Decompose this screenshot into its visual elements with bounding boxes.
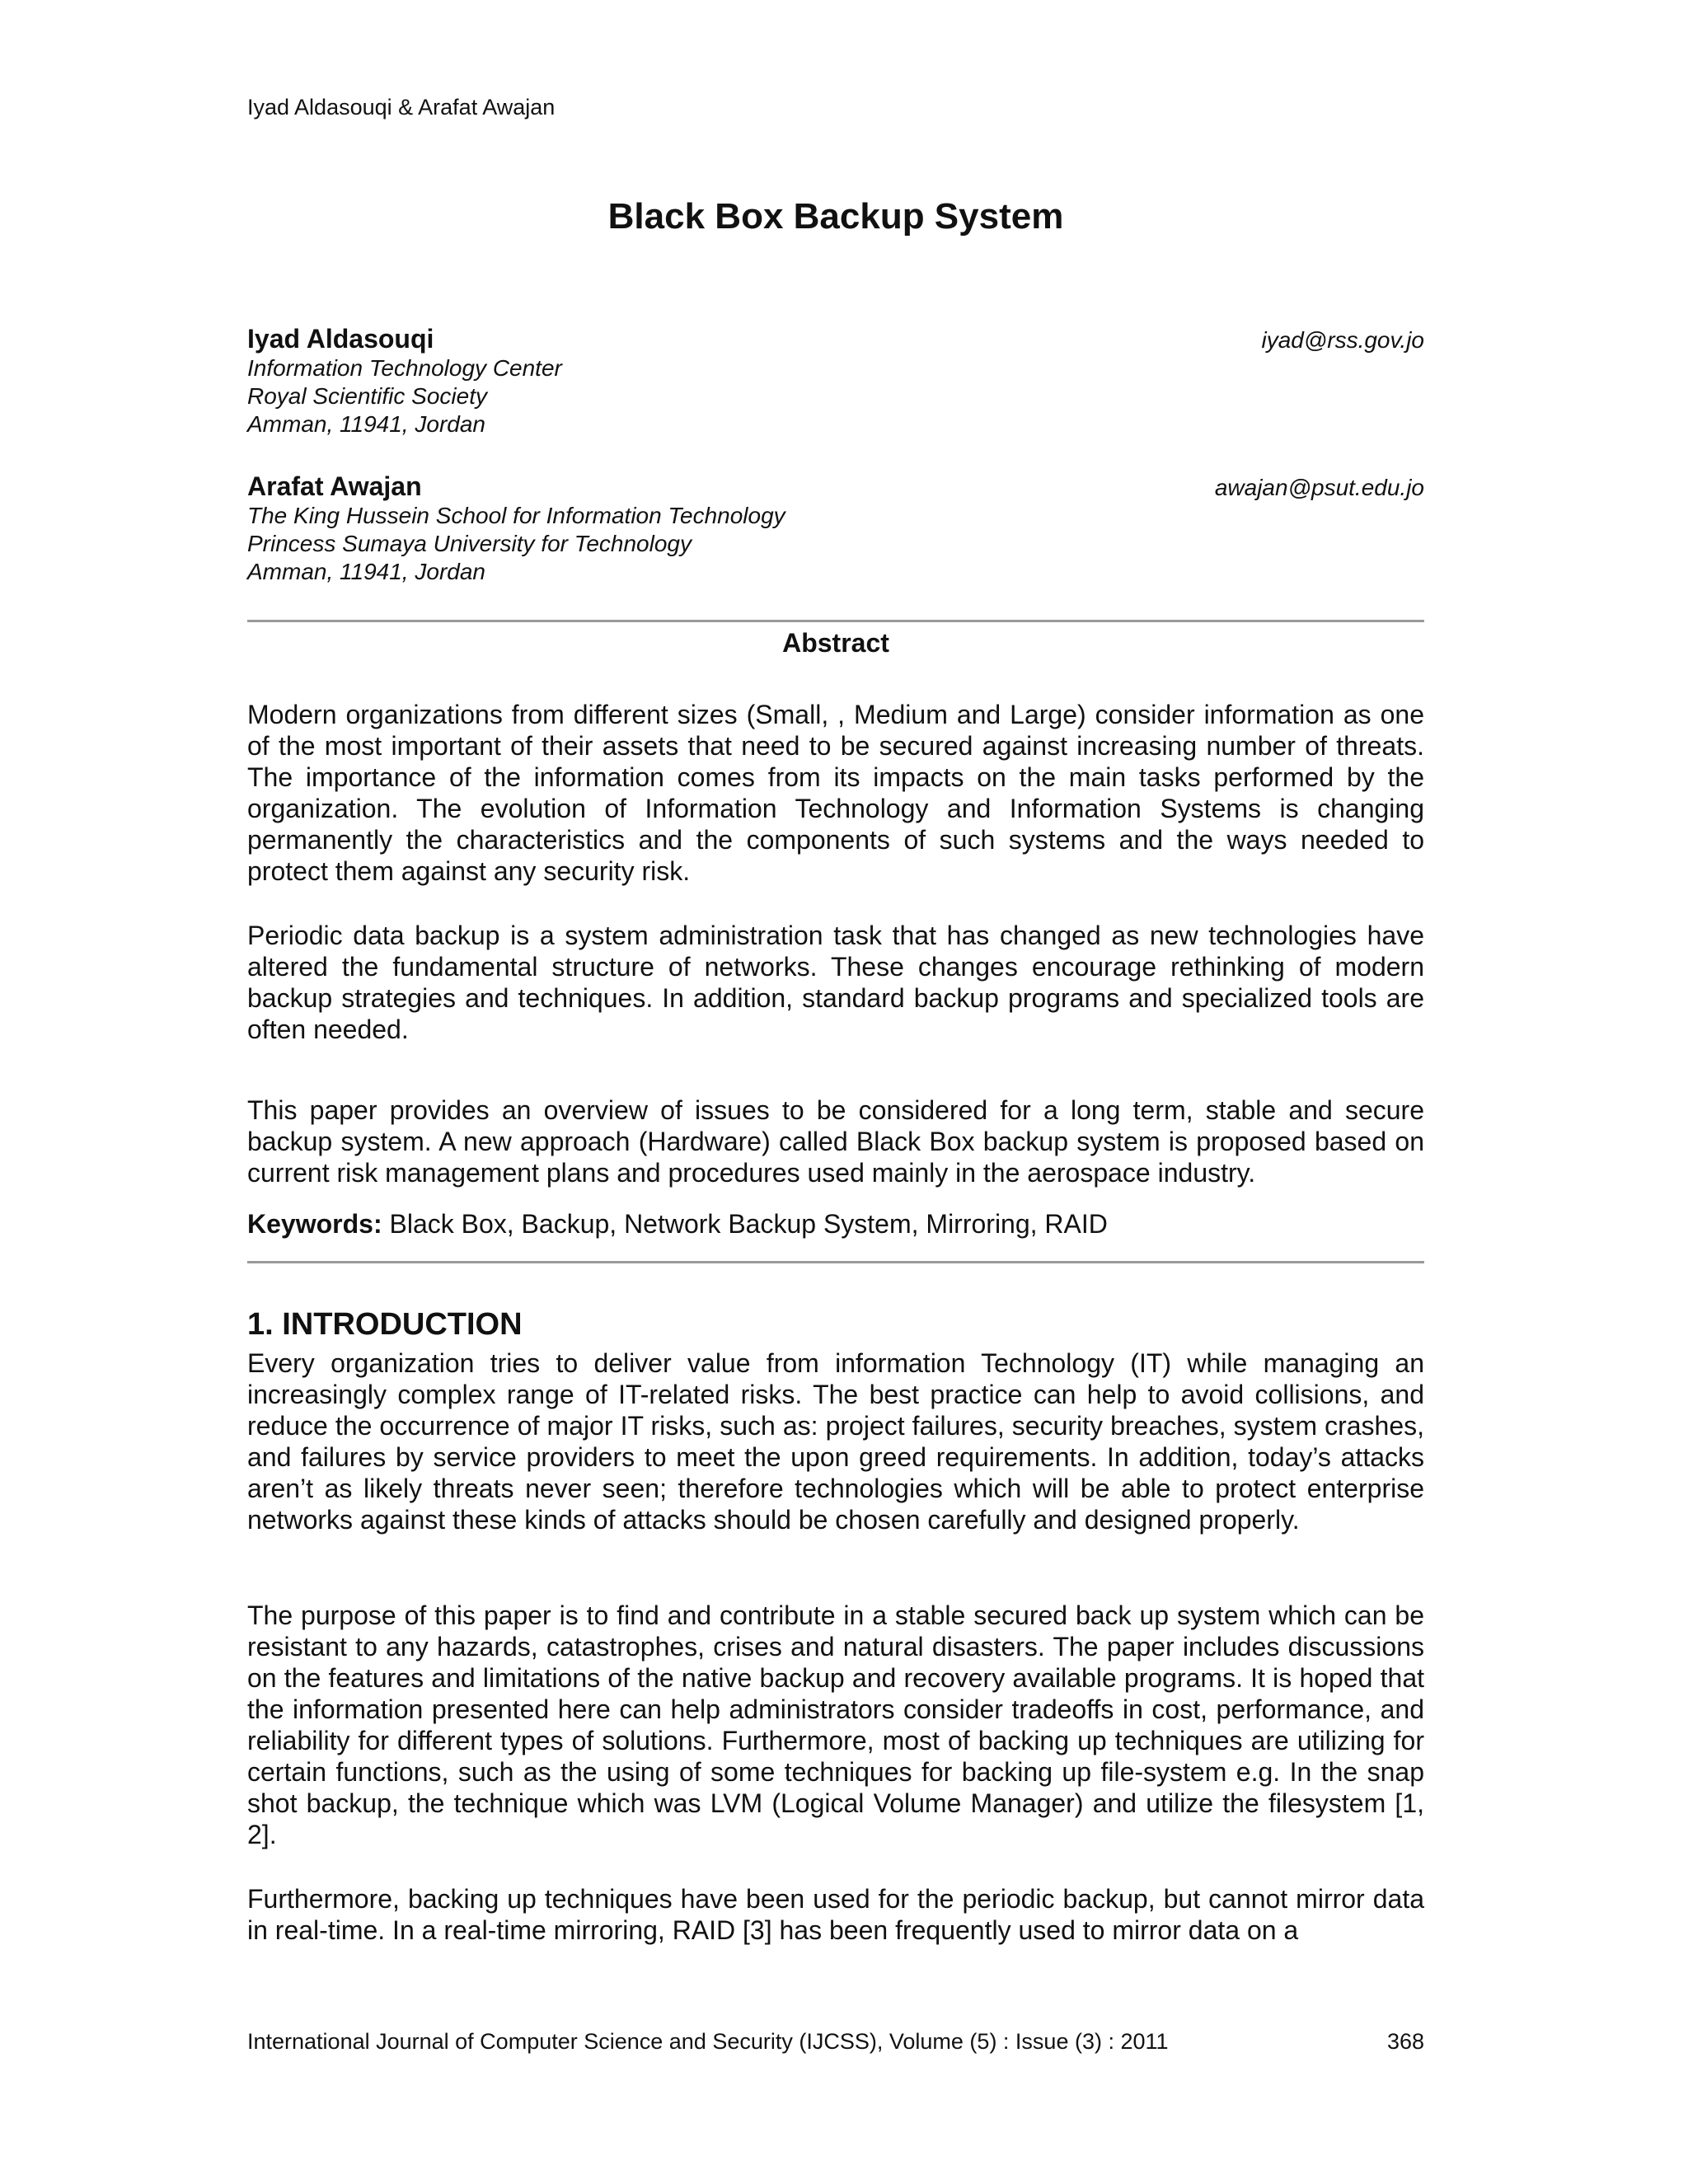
affiliation-line: Amman, 11941, Jordan bbox=[247, 559, 485, 584]
author-block-2 bbox=[247, 471, 1424, 586]
intro-paragraph: Every organization tries to deliver value from information Technology (IT) while managing an increasingly complex range of IT-related risks. The best practice can help to avoid collisions, and reduce the occurrence of major IT risks, such as: project failures, security breaches, system crashes, and failures by service providers to meet the upon greed requirements. In addition, today’s attacks aren’t as likely threats never seen; therefore technologies which will be able to protect enterprise networks against these kinds of attacks should be chosen carefully and designed properly. bbox=[247, 1348, 1424, 1535]
divider-rule bbox=[247, 1261, 1424, 1263]
keywords-line bbox=[247, 1208, 1424, 1240]
affiliation-line: Royal Scientific Society bbox=[247, 383, 488, 409]
author-name: Iyad Aldasouqi bbox=[247, 324, 434, 354]
intro-paragraph: The purpose of this paper is to find and contribute in a stable secured back up system which can be resistant to any hazards, catastrophes, crises and natural disasters. The paper includes discussions on the features and limitations of the native backup and recovery available programs. It is hoped that the information presented here can help administrators consider tradeoffs in cost, performance, and reliability for different types of solutions. Furthermore, most of backing up techniques are utilizing for certain functions, such as the using of some techniques for backing up file-system e.g. In the snap shot backup, the technique which was LVM (Logical Volume Manager) and utilize the filesystem [1, 2]. bbox=[247, 1601, 1424, 1849]
author-email: iyad@rss.gov.jo bbox=[1261, 327, 1424, 353]
author-email: awajan@psut.edu.jo bbox=[1214, 475, 1424, 500]
running-header: Iyad Aldasouqi & Arafat Awajan bbox=[247, 95, 556, 120]
author-name: Arafat Awajan bbox=[247, 471, 422, 501]
affiliation-line: Information Technology Center bbox=[247, 355, 562, 381]
divider-rule bbox=[247, 620, 1424, 622]
page-footer bbox=[247, 2029, 1424, 2055]
footer-journal: International Journal of Computer Science and Security (IJCSS), Volume (5) : Issue (3) : 2011 bbox=[247, 2029, 1169, 2054]
section-heading-introduction: 1. INTRODUCTION bbox=[247, 1307, 523, 1342]
abstract-paragraph: Modern organizations from different sizes (Small, , Medium and Large) consider information as one of the most important of their assets that need to be secured against increasing number of threats. The importance of the information comes from its impacts on the main tasks performed by the organization. The evolution of Information Technology and Information Systems is changing permanently the characteristics and the components of such systems and the ways needed to protect them against any security risk. bbox=[247, 700, 1424, 886]
abstract-paragraph: This paper provides an overview of issues to be considered for a long term, stable and secure backup system. A new approach (Hardware) called Black Box backup system is proposed based on current risk management plans and procedures used mainly in the aerospace industry. bbox=[247, 1095, 1424, 1188]
affiliation-line: Princess Sumaya University for Technology bbox=[247, 531, 692, 556]
affiliation-line: Amman, 11941, Jordan bbox=[247, 411, 485, 437]
author-block-1 bbox=[247, 324, 1424, 438]
keywords-list: Black Box, Backup, Network Backup System, Mirroring, RAID bbox=[389, 1209, 1108, 1239]
abstract-paragraph: Periodic data backup is a system administration task that has changed as new technologies have altered the fundamental structure of networks. These changes encourage rethinking of modern backup strategies and techniques. In addition, standard backup programs and specialized tools are often needed. bbox=[247, 921, 1424, 1044]
page-number: 368 bbox=[1386, 2029, 1424, 2054]
affiliation-line: The King Hussein School for Information Technology bbox=[247, 503, 785, 528]
keywords-label: Keywords: bbox=[247, 1209, 382, 1239]
paper-title: Black Box Backup System bbox=[607, 196, 1064, 237]
intro-paragraph: Furthermore, backing up techniques have been used for the periodic backup, but cannot mirror data in real-time. In a real-time mirroring, RAID [3] has been frequently used to mirror data on a bbox=[247, 1884, 1424, 1945]
abstract-heading: Abstract bbox=[782, 628, 889, 658]
